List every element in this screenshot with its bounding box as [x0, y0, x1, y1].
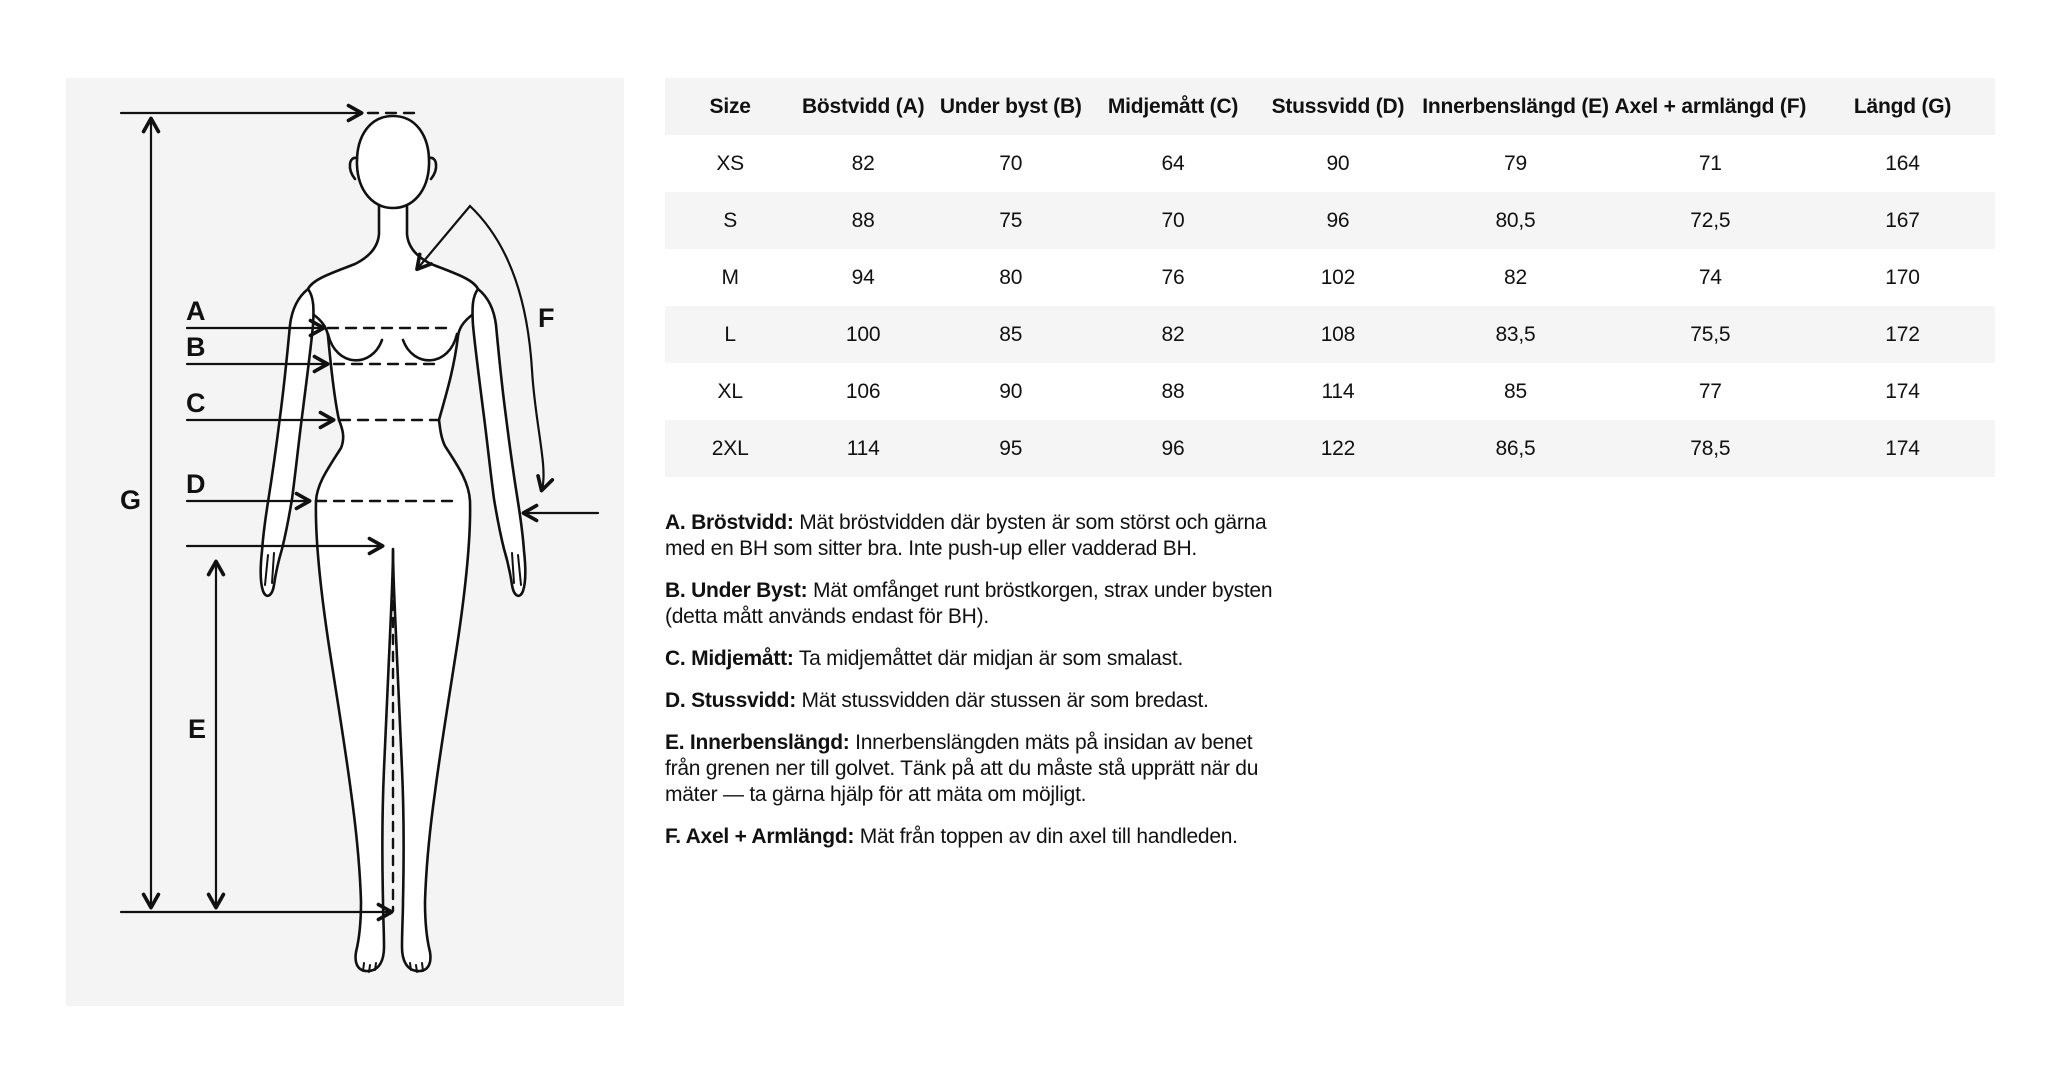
value-cell: 82	[1504, 265, 1527, 289]
column-header: Size	[665, 78, 795, 135]
value-cell: 96	[1091, 420, 1256, 477]
value-cell: 167	[1810, 192, 1995, 249]
value-cell: 106	[845, 379, 881, 403]
table-row	[665, 363, 1995, 420]
value-cell: 85	[931, 306, 1091, 363]
label-c: C	[186, 388, 206, 418]
value-cell: 164	[1885, 151, 1920, 175]
value-cell: 90	[999, 379, 1023, 403]
value-cell: 174	[1810, 420, 1995, 477]
value-cell: 70	[1091, 192, 1256, 249]
figure-arm-right	[473, 289, 526, 596]
value-cell: 94	[851, 265, 875, 289]
value-cell: 72,5	[1611, 192, 1810, 249]
value-cell: 77	[1698, 379, 1722, 403]
value-cell: 85	[1504, 379, 1527, 403]
table-row	[665, 192, 1995, 249]
size-cell: S	[665, 192, 795, 249]
figure-arm-left	[261, 289, 314, 596]
table-row	[665, 249, 1995, 306]
value-cell: 79	[1504, 151, 1527, 175]
value-cell: 78,5	[1611, 420, 1810, 477]
measurement-figure-panel	[66, 78, 624, 1006]
column-header: Under byst (B)	[931, 78, 1091, 135]
body-measurement-diagram	[66, 78, 624, 1006]
value-cell: 76	[1161, 265, 1185, 289]
value-cell: 71	[1698, 151, 1722, 175]
column-header: Böstvidd (A)	[795, 78, 931, 135]
value-cell: 83,5	[1420, 306, 1610, 363]
value-cell: 108	[1255, 306, 1420, 363]
column-header: Stussvidd (D)	[1255, 78, 1420, 135]
description-d-label: D. Stussvidd:	[665, 689, 796, 712]
size-cell: XL	[717, 379, 743, 403]
value-cell: 122	[1255, 420, 1420, 477]
table-header-row	[665, 78, 1995, 135]
column-header: Midjemått (C)	[1091, 78, 1256, 135]
label-d: D	[186, 469, 206, 499]
value-cell: 88	[795, 192, 931, 249]
description-a	[665, 510, 1287, 562]
value-cell: 70	[999, 151, 1023, 175]
value-cell: 96	[1255, 192, 1420, 249]
column-header: Längd (G)	[1810, 78, 1995, 135]
label-e: E	[188, 714, 207, 744]
description-f	[665, 824, 1287, 850]
value-cell: 114	[795, 420, 931, 477]
value-cell: 75	[931, 192, 1091, 249]
measurement-descriptions	[665, 510, 1287, 866]
label-f: F	[538, 303, 555, 333]
description-a-text: Mät bröstvidden där bysten är som störst och gärna med en BH som sitter bra. Inte push-up eller vadderad BH.	[665, 511, 1267, 560]
description-e-label: E. Innerbenslängd:	[665, 731, 850, 754]
table-row	[665, 306, 1995, 363]
description-c-label: C. Midjemått:	[665, 647, 794, 670]
size-cell: M	[721, 265, 739, 289]
description-f-label: F. Axel + Armlängd:	[665, 825, 855, 848]
value-cell: 80,5	[1420, 192, 1610, 249]
description-d-text: Mät stussvidden där stussen är som bredast.	[801, 689, 1209, 712]
description-e	[665, 730, 1287, 808]
description-a-label: A. Bröstvidd:	[665, 511, 794, 534]
value-cell: 172	[1810, 306, 1995, 363]
size-table	[665, 78, 1995, 477]
description-b-label: B. Under Byst:	[665, 579, 808, 602]
description-b-text: Mät omfånget runt bröstkorgen, strax under bysten (detta mått används endast för BH).	[665, 579, 1273, 628]
description-e-text: Innerbenslängden mäts på insidan av benet från grenen ner till golvet. Tänk på att du måste stå upprätt när du mäter — ta gärna hjälp för att mäta om möjligt.	[665, 731, 1259, 806]
table-row	[665, 420, 1995, 477]
value-cell: 64	[1161, 151, 1185, 175]
value-cell: 114	[1321, 379, 1355, 403]
table-row	[665, 135, 1995, 192]
label-b: B	[186, 332, 206, 362]
description-f-text: Mät från toppen av din axel till handleden.	[859, 825, 1238, 848]
label-g: G	[120, 485, 142, 515]
value-cell: 82	[851, 151, 875, 175]
size-cell: XS	[716, 151, 744, 175]
value-cell: 75,5	[1611, 306, 1810, 363]
value-cell: 174	[1885, 379, 1920, 403]
value-cell: 74	[1698, 265, 1722, 289]
size-cell: 2XL	[665, 420, 795, 477]
size-cell: L	[665, 306, 795, 363]
value-cell: 86,5	[1420, 420, 1610, 477]
value-cell: 82	[1091, 306, 1256, 363]
label-a: A	[186, 296, 206, 326]
value-cell: 90	[1326, 151, 1350, 175]
figure-head	[357, 116, 429, 208]
description-c-text: Ta midjemåttet där midjan är som smalast.	[798, 647, 1184, 670]
value-cell: 95	[931, 420, 1091, 477]
value-cell: 80	[999, 265, 1023, 289]
description-b	[665, 578, 1287, 630]
column-header: Axel + armlängd (F)	[1611, 78, 1810, 135]
value-cell: 102	[1320, 265, 1356, 289]
column-header: Innerbenslängd (E)	[1420, 78, 1610, 135]
description-c	[665, 646, 1287, 672]
value-cell: 100	[795, 306, 931, 363]
value-cell: 170	[1885, 265, 1920, 289]
description-d	[665, 688, 1287, 714]
value-cell: 88	[1161, 379, 1185, 403]
